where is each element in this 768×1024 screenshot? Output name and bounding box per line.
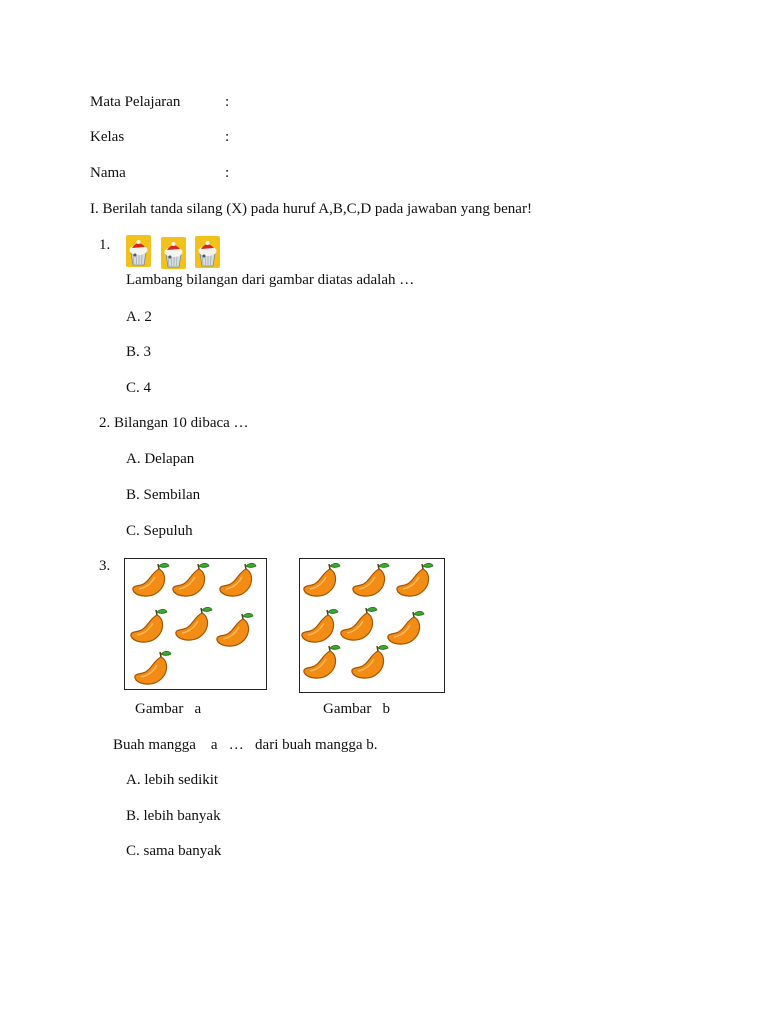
name-colon: : xyxy=(225,165,230,181)
mango-icon xyxy=(169,561,211,599)
question-2-number: 2. xyxy=(99,415,111,431)
mango-icon xyxy=(393,561,435,599)
question-3-number: 3. xyxy=(99,558,111,574)
question-1-option-b: B. 3 xyxy=(126,344,152,360)
instruction-text: I. Berilah tanda silang (X) pada huruf A,B,C,D pada jawaban yang benar! xyxy=(90,201,532,217)
name-label: Nama xyxy=(90,165,126,181)
mango-icon xyxy=(300,643,342,681)
question-2-text xyxy=(99,414,249,432)
subject-colon: : xyxy=(225,94,230,110)
mango-icon xyxy=(349,561,391,599)
question-3-text: Buah mangga a … dari buah mangga b. xyxy=(113,737,378,753)
mango-icon xyxy=(172,605,214,643)
mango-icon xyxy=(384,609,426,647)
mango-icon xyxy=(127,607,169,645)
question-2-option-c: C. Sepuluh xyxy=(126,523,193,539)
mango-icon xyxy=(131,649,173,687)
image-a-label: Gambar a xyxy=(135,701,202,717)
class-colon: : xyxy=(225,129,230,145)
question-2-option-b: B. Sembilan xyxy=(126,487,201,503)
cupcake-icon xyxy=(126,235,151,267)
question-3-option-a: A. lebih sedikit xyxy=(126,772,219,788)
mango-icon xyxy=(216,561,258,599)
mango-icon xyxy=(348,643,390,681)
question-2-option-a: A. Delapan xyxy=(126,451,195,467)
question-1-number: 1. xyxy=(99,237,111,253)
mango-box-a xyxy=(124,558,267,690)
cupcake-icon xyxy=(195,236,220,268)
question-1-option-a: A. 2 xyxy=(126,309,152,325)
image-b-label: Gambar b xyxy=(323,701,391,717)
question-1-option-c: C. 4 xyxy=(126,380,152,396)
question-3-option-b: B. lebih banyak xyxy=(126,808,221,824)
mango-icon xyxy=(337,605,379,643)
mango-box-b xyxy=(299,558,445,693)
subject-label: Mata Pelajaran xyxy=(90,94,181,110)
class-label: Kelas xyxy=(90,129,125,145)
mango-icon xyxy=(213,611,255,649)
mango-icon xyxy=(129,561,171,599)
question-2-body: Bilangan 10 dibaca … xyxy=(114,415,249,431)
question-3-option-c: C. sama banyak xyxy=(126,843,222,859)
mango-icon xyxy=(300,561,342,599)
mango-icon xyxy=(298,607,340,645)
question-1-text: Lambang bilangan dari gambar diatas adalah … xyxy=(126,272,415,288)
cupcake-icon xyxy=(161,237,186,269)
